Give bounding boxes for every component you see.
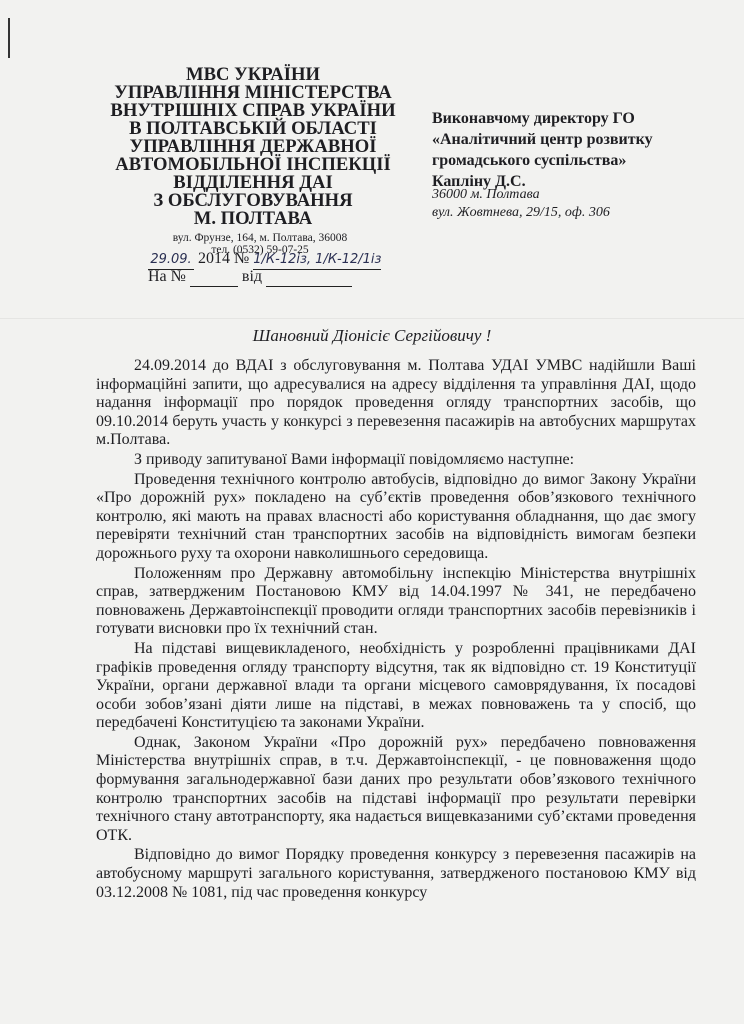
letterhead-line: З ОБСЛУГОВУВАННЯ [153,190,353,211]
letterhead-line: УПРАВЛІННЯ МІНІСТЕРСТВА [114,82,392,103]
reference-label: На № [148,268,186,285]
recipient-line: «Аналітичний центр розвитку [432,131,653,148]
recipient-block [432,108,732,192]
sender-phone: тел. (0532) 59-07-25 [211,244,309,256]
body-paragraph: Положенням про Державну автомобільну інспекцію Міністерства внутрішніх справ, затвердженим Постановою КМУ від 14.04.1997 № 341, не передбачено повноважень Державтоінспекції проводити огляди транспортних засобів перевізників і готувати висновки про їх технічний стан. [96,564,696,638]
paper-fold [0,318,744,319]
letter-body [96,357,696,903]
recipient-line: Виконавчому директору ГО [432,110,635,127]
body-paragraph: Проведення технічного контролю автобусів, відповідно до вимог Закону України «Про дорожній рух» покладено на суб’єктів проведення обов’язкового технічного контролю, які мають на правах власності або користування обладнання, що дає змогу перевіряти технічний стан транспортних засобів на відповідність вимогам безпеки дорожнього руху та охорони навколишнього середовища. [96,470,696,562]
recipient-address-line: 36000 м. Полтава [432,187,540,202]
letterhead-line: УПРАВЛІННЯ ДЕРЖАВНОЇ [129,136,377,157]
outgoing-number-block [148,250,448,286]
letterhead-line: АВТОМОБІЛЬНОЇ ІНСПЕКЦІЇ [115,154,391,175]
letterhead-line: ВНУТРІШНІХ СПРАВ УКРАЇНИ [110,100,396,121]
sender-letterhead [82,66,425,228]
recipient-line: Капліну Д.С. [432,173,526,190]
recipient-line: громадського суспільства» [432,152,627,169]
recipient-address [432,186,732,222]
body-paragraph: 24.09.2014 до ВДАІ з обслуговування м. Полтава УДАІ УМВС надійшли Ваші інформаційні запити, що адресувалися на адресу відділення та управління ДАІ, щодо надання інформації про порядок проведення огляду транспортних засобів, що 09.10.2014 беруть участь у конкурсі з перевезення пасажирів на автобусних маршрутах м.Полтава. [96,357,696,449]
outgoing-date: 29.09. [148,251,194,270]
body-paragraph: З приводу запитуваної Вами інформації повідомляємо наступне: [134,450,575,468]
body-paragraph: Однак, Законом України «Про дорожній рух» передбачено повноваження Міністерства внутрішніх справ, в т.ч. Державтоінспекції, - це повноваження щодо формування загальнодержавної бази даних про результати обов’язкового технічного контролю транспортних засобів на підставі інформації про результати перевірки технічного стану автотранспорту, яка надається вищевказаними суб’єктами проведення ОТК. [96,733,696,844]
recipient-address-line: вул. Жовтнева, 29/15, оф. 306 [432,205,610,220]
reference-from-label: від [241,268,263,285]
outgoing-number: 1/К-12із, 1/К-12/1із [253,251,381,270]
outgoing-year-label: 2014 № [198,250,250,267]
sender-address: вул. Фрунзе, 164, м. Полтава, 36008 [172,232,348,244]
body-paragraph: На підставі вищевикладеного, необхідність у розробленні працівниками ДАІ графіків проведення огляду транспорту відсутня, так як відповідно ст. 19 Конституції України, органи державної влади та органи місцевого самоврядування, їх посадові особи зобов’язані діяти лише на підставі, в межах повноважень та у спосіб, що передбачені Конституцією та законами України. [96,639,696,732]
letterhead-line: М. ПОЛТАВА [193,208,313,229]
letterhead-line: ВІДДІЛЕННЯ ДАІ [173,172,333,193]
letterhead-line: В ПОЛТАВСЬКІЙ ОБЛАСТІ [129,118,377,139]
body-paragraph: Відповідно до вимог Порядку проведення конкурсу з перевезення пасажирів на автобусному маршруті загального користування, затвердженого постановою КМУ від 03.12.2008 № 1081, під час проведення конкурсу [96,846,696,901]
salutation: Шановний Діонісіє Сергійовичу ! [252,326,492,345]
page-edge-mark [8,18,10,58]
letterhead-line: МВС УКРАЇНИ [186,64,320,85]
